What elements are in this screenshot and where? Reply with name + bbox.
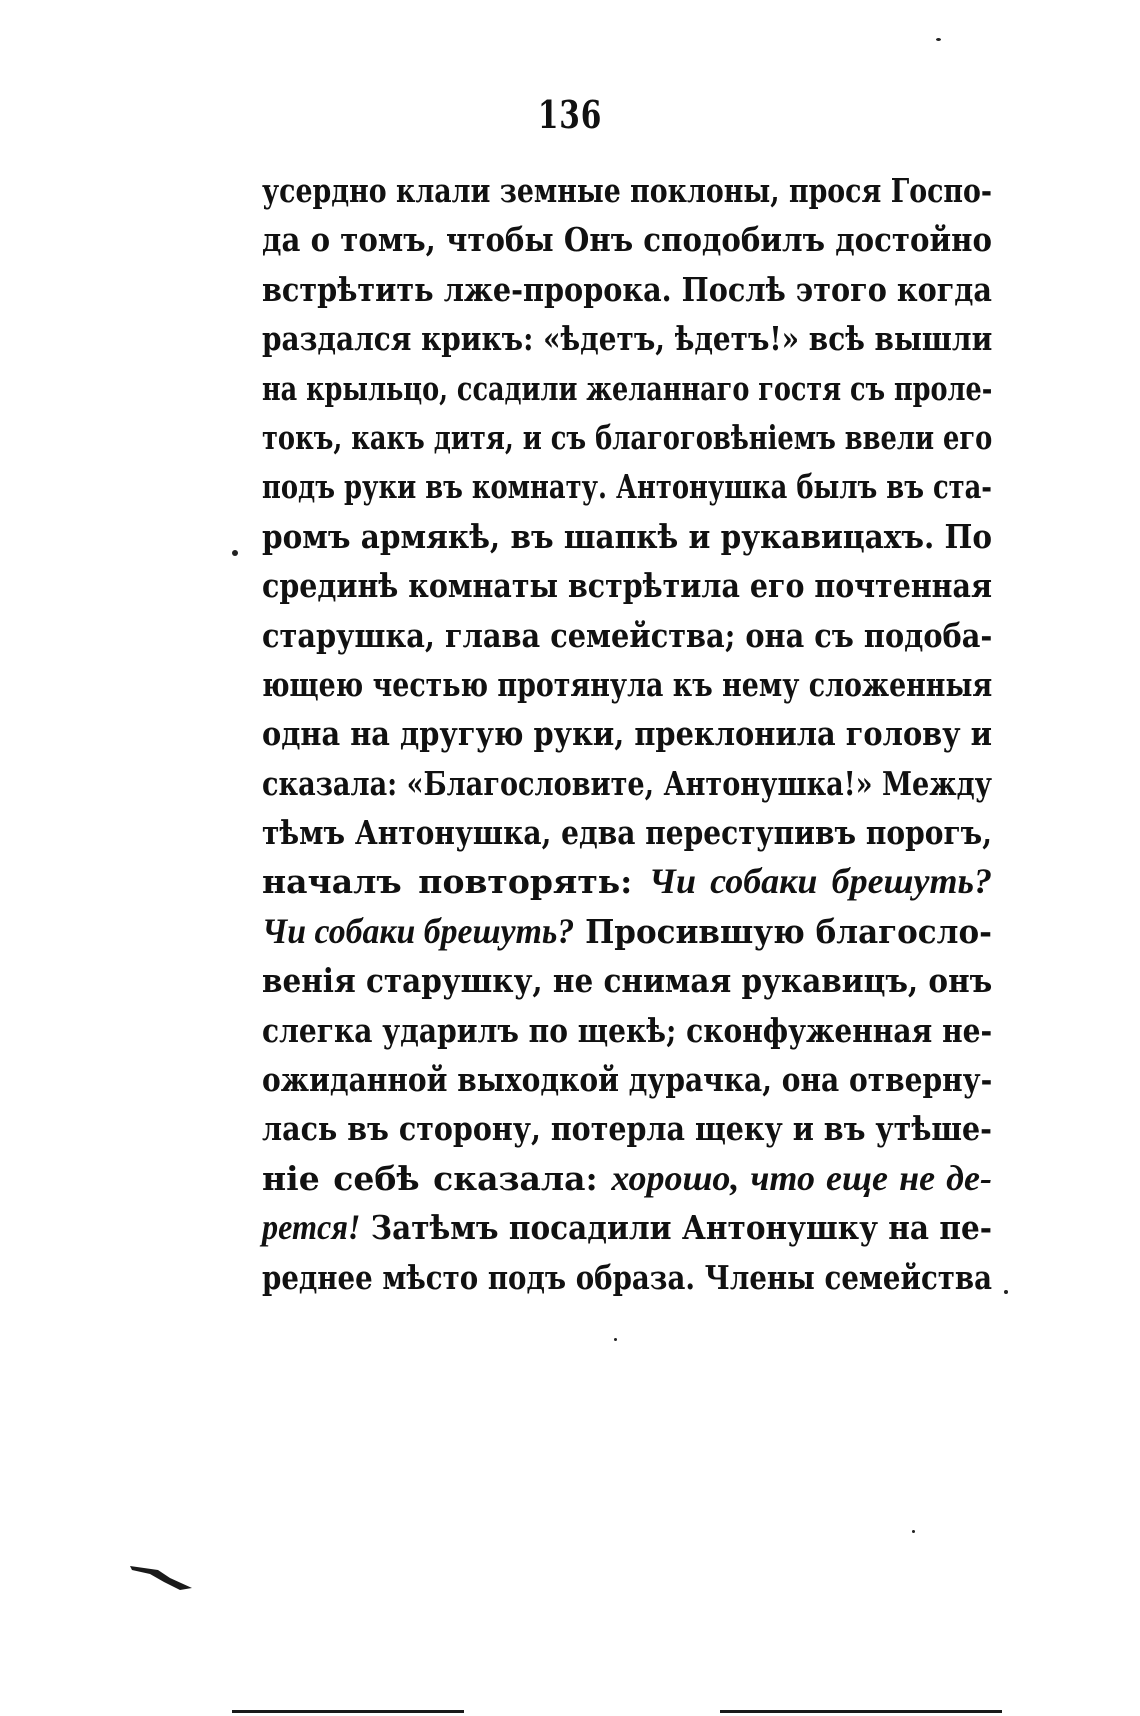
text-line [262,660,992,709]
line-text: да о томъ, чтобы Онъ сподобилъ достойно [262,220,992,260]
line-text: Просившую благосло- [585,911,992,951]
text-line [262,1253,992,1302]
line-text: ющею честью протянула къ нему сложенныя [262,664,993,704]
line-text: срединѣ комнаты встрѣтила его почтенная [262,566,992,606]
scan-speck [232,550,238,556]
line-text: одна на другую руки, преклонила голову и [262,714,993,754]
text-line [262,166,992,215]
text-line [262,561,992,610]
line-text: венія старушку, не снимая рукавицъ, онъ [262,961,993,1001]
line-text: старушка, глава семейства; она съ подоба- [262,615,993,655]
italic-text: Чи собаки брешуть? [649,861,992,902]
line-text: сказала: «Благословите, Антонушка!» Между [262,763,992,803]
line-text: на крыльцо, ссадили желаннаго гостя съ проле- [262,368,993,408]
text-line [262,857,992,906]
body-text [262,166,992,1302]
text-line [262,709,992,758]
scan-mark [130,1562,196,1592]
text-line [262,956,992,1005]
bottom-rule [720,1710,1002,1713]
italic-text: рется! [262,1207,361,1248]
text-line [262,611,992,660]
scan-speck [912,1530,915,1533]
text-line [262,907,992,956]
text-line [262,364,992,413]
line-text: началъ повторять: [262,862,633,902]
line-text: усердно клали земные поклоны, прося Госпо- [262,171,992,210]
page-number: 136 [537,92,603,137]
scan-speck [936,38,941,41]
line-text: лась въ сторону, потерла щеку и въ утѣше- [262,1109,992,1149]
text-line [262,462,992,511]
line-text: ромъ армякѣ, въ шапкѣ и рукавицахъ. По [262,516,993,556]
text-line [262,314,992,363]
scan-speck [1004,1290,1008,1294]
line-text: ніе себѣ сказала: [262,1158,598,1198]
line-text: подъ руки въ комнату. Антонушка былъ въ ста- [262,467,992,507]
scan-speck [614,1338,617,1341]
text-line [262,1154,992,1203]
text-line [262,1055,992,1104]
text-line [262,1104,992,1153]
line-text: слегка ударилъ по щекѣ; сконфуженная не- [262,1010,993,1050]
bottom-rule [232,1710,464,1713]
text-line [262,215,992,264]
line-text: ожиданной выходкой дурачка, она отверну- [262,1060,993,1100]
line-text: реднее мѣсто подъ образа. Члены семейства [262,1257,992,1297]
text-line [262,512,992,561]
text-line [262,808,992,857]
italic-text: хорошо, что еще не де- [611,1157,992,1198]
text-line [262,265,992,314]
text-line [262,413,992,462]
italic-text: Чи собаки брешуть? [262,910,575,951]
line-text: встрѣтить лже-пророка. Послѣ этого когда [262,269,992,309]
text-line [262,1203,992,1252]
line-text: тѣмъ Антонушка, едва переступивъ порогъ, [262,813,992,853]
text-line [262,1006,992,1055]
line-text: раздался крикъ: «ѣдетъ, ѣдетъ!» всѣ вышли [262,319,993,359]
line-text: Затѣмъ посадили Антонушку на пе- [370,1208,993,1248]
line-text: токъ, какъ дитя, и съ благоговѣніемъ ввели его [262,417,993,457]
text-line [262,759,992,808]
